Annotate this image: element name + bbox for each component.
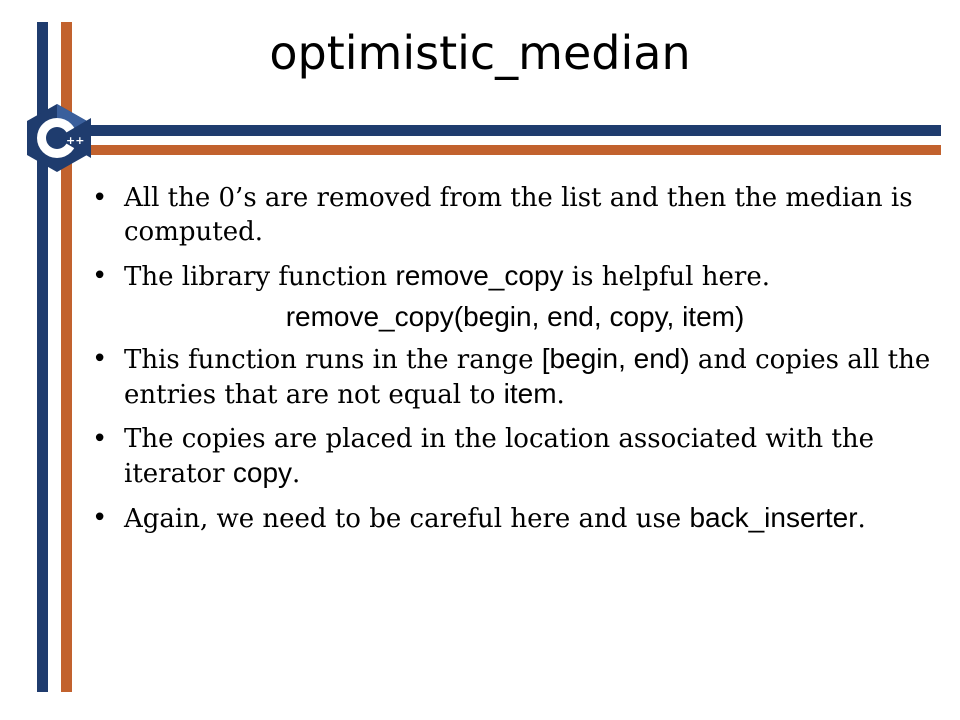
code-remove-copy: remove_copy bbox=[395, 260, 564, 291]
bullet-item-5: • Again, we need to be careful here and use back_inserter. bbox=[92, 502, 866, 534]
top-navy-rule bbox=[87, 125, 941, 136]
code-back-inserter: back_inserter bbox=[689, 502, 858, 533]
code-copy: copy bbox=[232, 457, 293, 488]
code-range: [begin, end) bbox=[541, 343, 690, 374]
bullet-item-3: • This function runs in the range [begin, end) and copies all the entries that are not equal to item. bbox=[92, 343, 931, 410]
bullet-item-2: • The library function remove_copy is helpful here. bbox=[92, 260, 770, 292]
top-orange-rule bbox=[87, 145, 941, 155]
bullet-list bbox=[90, 181, 940, 546]
bullet-item-1: • All the 0’s are removed from the list and then the median is computed. bbox=[92, 183, 913, 247]
bullet-item-4: • The copies are placed in the location associated with the iterator copy. bbox=[92, 424, 875, 489]
svg-text:++: ++ bbox=[66, 134, 85, 147]
cpp-logo-icon bbox=[19, 100, 95, 176]
code-item: item bbox=[503, 378, 557, 409]
function-signature: remove_copy(begin, end, copy, item) bbox=[285, 301, 745, 332]
slide-title: optimistic_median bbox=[269, 26, 691, 80]
